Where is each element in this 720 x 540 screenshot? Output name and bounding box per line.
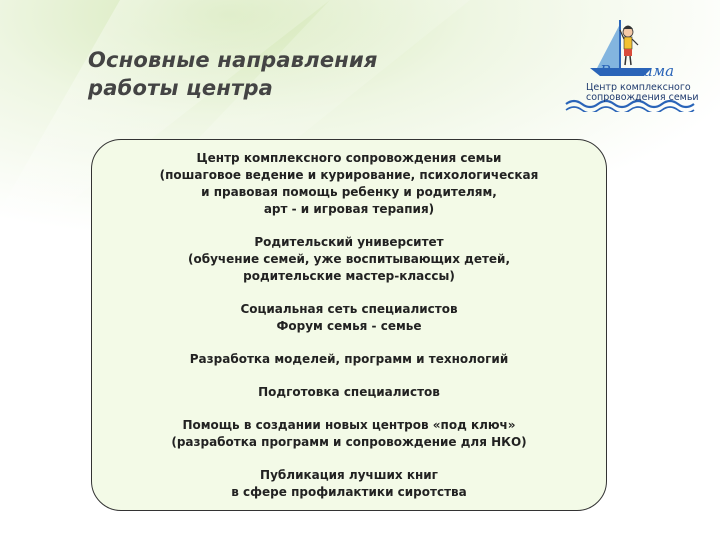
direction-line: Родительский университет	[254, 235, 444, 249]
direction-line: (разработка программ и сопровождение для НКО)	[171, 435, 527, 449]
direction-item	[91, 150, 607, 218]
direction-line: Подготовка специалистов	[258, 385, 440, 399]
logo-caption-line-1: Центр комплексного	[586, 82, 691, 93]
direction-item	[91, 417, 607, 451]
direction-item	[91, 384, 607, 401]
title-line-2: работы центра	[88, 76, 274, 100]
title-line-1: Основные направления	[88, 48, 378, 72]
direction-item	[91, 467, 607, 501]
direction-line: (обучение семей, уже воспитывающих детей,	[187, 252, 511, 266]
direction-line: (пошаговое ведение и курирование, психологическая	[159, 168, 539, 182]
logo	[560, 12, 700, 112]
logo-wordmark: Pro-мама	[600, 62, 675, 80]
direction-line: родительские мастер-классы)	[243, 269, 455, 283]
direction-line: арт - и игровая терапия)	[263, 202, 435, 216]
direction-line: и правовая помощь ребенку и родителям,	[201, 185, 497, 199]
direction-line: Форум семья - семье	[276, 319, 422, 333]
direction-item	[91, 234, 607, 285]
logo-caption-line-2: сопровождения семьи	[586, 92, 699, 103]
direction-line: Разработка моделей, программ и технологий	[189, 352, 509, 366]
direction-line: Социальная сеть специалистов	[240, 302, 458, 316]
direction-line: Центр комплексного сопровождения семьи	[196, 151, 502, 165]
direction-item	[91, 351, 607, 368]
directions-list	[91, 150, 607, 501]
direction-item	[91, 301, 607, 335]
direction-line: Публикация лучших книг	[260, 468, 438, 482]
page-title	[88, 46, 508, 102]
direction-line: в сфере профилактики сиротства	[231, 485, 467, 499]
logo-caption	[586, 83, 706, 103]
direction-line: Помощь в создании новых центров «под ключ»	[182, 418, 516, 432]
